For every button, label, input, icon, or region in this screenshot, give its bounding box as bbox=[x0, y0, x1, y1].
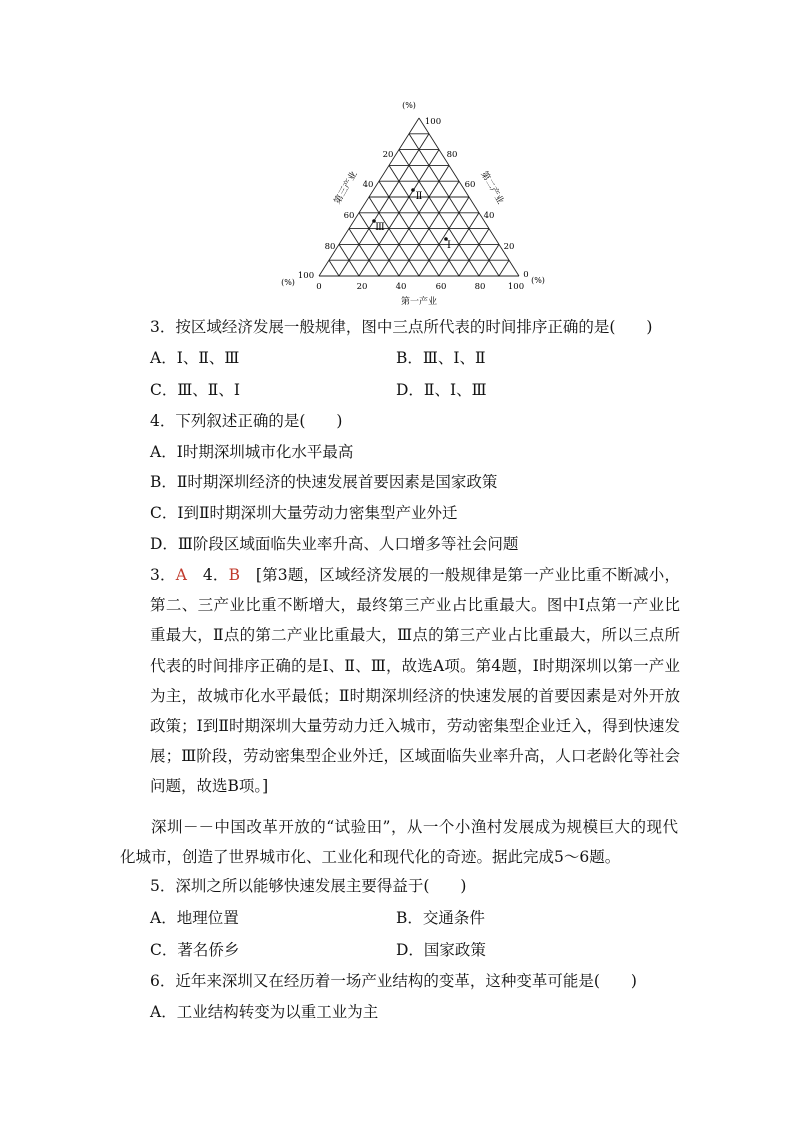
passage-intro: 深圳－－中国改革开放的“试验田”，从一个小渔村发展成为规模巨大的现代化城市，创造了世界城市化、工业化和现代化的奇迹。据此完成5～6题。 bbox=[120, 818, 678, 867]
point-label-i: Ⅰ bbox=[447, 240, 451, 251]
question-5-option-b: B．交通条件 bbox=[396, 909, 485, 927]
left-tick-label: 80 bbox=[324, 242, 336, 252]
question-4-option-c: C．Ⅰ到Ⅱ时期深圳大量劳动力密集型产业外迁 bbox=[150, 504, 458, 522]
bottom-tick-label: 60 bbox=[435, 282, 447, 292]
bottom-tick-label: 40 bbox=[395, 282, 407, 292]
left-tick-label: 100 bbox=[297, 271, 315, 281]
right-unit: (%) bbox=[531, 276, 545, 285]
answer-4-choice: B bbox=[228, 566, 240, 584]
bottom-tick-label: 100 bbox=[507, 282, 525, 292]
point-marker bbox=[411, 188, 415, 192]
grid-line bbox=[369, 197, 419, 276]
question-3-option-c: C．Ⅲ、Ⅱ、Ⅰ bbox=[150, 381, 240, 399]
grid-line bbox=[329, 260, 339, 276]
top-apex-label: 100 bbox=[424, 117, 442, 127]
grid-line bbox=[379, 165, 449, 276]
point-label-iii: Ⅲ bbox=[375, 222, 385, 233]
left-tick-label: 20 bbox=[382, 150, 394, 160]
right-tick-label: 0 bbox=[523, 270, 529, 280]
bottom-tick-label: 20 bbox=[356, 282, 368, 292]
point-label-ii: Ⅱ bbox=[415, 191, 423, 202]
question-3-stem: 3．按区域经济发展一般规律，图中三点所代表的时间排序正确的是( ) bbox=[150, 318, 653, 336]
answer-3-choice: A bbox=[175, 566, 187, 584]
question-5-option-d: D．国家政策 bbox=[396, 941, 486, 959]
question-4-option-b: B．Ⅱ时期深圳经济的快速发展首要因素是国家政策 bbox=[150, 473, 498, 491]
question-3-option-b: B．Ⅲ、Ⅰ、Ⅱ bbox=[396, 349, 486, 367]
right-tick-label: 80 bbox=[446, 150, 458, 160]
bottom-tick-label: 80 bbox=[474, 282, 486, 292]
left-tick-label: 40 bbox=[362, 180, 374, 190]
question-4-option-d: D．Ⅲ阶段区域面临失业率升高、人口增多等社会问题 bbox=[150, 535, 519, 553]
left-axis-title: 第三产业 bbox=[332, 169, 360, 207]
question-6-option-a: A．工业结构转变为以重工业为主 bbox=[150, 1003, 379, 1021]
question-3-option-a: A．Ⅰ、Ⅱ、Ⅲ bbox=[150, 349, 240, 367]
left-tick-label: 60 bbox=[343, 211, 355, 221]
right-tick-label: 40 bbox=[483, 211, 495, 221]
grid-line bbox=[389, 165, 459, 276]
right-axis-title: 第二产业 bbox=[478, 169, 506, 207]
bottom-tick-label: 0 bbox=[316, 282, 322, 292]
question-5-option-c: C．著名侨乡 bbox=[150, 941, 240, 959]
left-unit: (%) bbox=[281, 278, 295, 287]
question-6-stem: 6．近年来深圳又在经历着一场产业结构的变革，这种变革可能是( ) bbox=[150, 972, 637, 990]
bottom-axis-title: 第一产业 bbox=[400, 297, 438, 307]
ternary-diagram bbox=[276, 96, 556, 308]
right-tick-label: 60 bbox=[464, 180, 476, 190]
answer-4-number: 4． bbox=[202, 566, 229, 584]
answer-explanation bbox=[150, 560, 680, 802]
question-4-stem: 4．下列叙述正确的是( ) bbox=[150, 412, 343, 430]
grid-line bbox=[419, 197, 469, 276]
question-3-option-d: D．Ⅱ、Ⅰ、Ⅲ bbox=[396, 381, 487, 399]
top-unit: (%) bbox=[402, 101, 416, 110]
question-4-option-a: A．Ⅰ时期深圳城市化水平最高 bbox=[150, 443, 354, 461]
question-5-stem: 5．深圳之所以能够快速发展主要得益于( ) bbox=[150, 877, 467, 895]
right-tick-label: 20 bbox=[503, 242, 515, 252]
question-5-option-a: A．地理位置 bbox=[150, 909, 239, 927]
explanation-text: [第3题，区域经济发展的一般规律是第一产业比重不断减小，第二、三产业比重不断增大，最终第三产业占比重最大。图中Ⅰ点第一产业比重最大，Ⅱ点的第二产业比重最大，Ⅲ点的第三产业占比重最大，所以三点所代表的时间排序正确的是Ⅰ、Ⅱ、Ⅲ，故选A项。第4题，Ⅰ时期深圳以第一产业为主，故城市化水平最低；Ⅱ时期深圳经济的快速发展的首要因素是对外开放政策；Ⅰ到Ⅱ时期深圳大量劳动力迁入城市，劳动密集型企业迁入，得到快速发展；Ⅲ阶段，劳动密集型企业外迁，区域面临失业率升高，人口老龄化等社会问题，故选B项。] bbox=[150, 566, 680, 796]
grid-line bbox=[499, 260, 509, 276]
answer-3-number: 3． bbox=[150, 566, 176, 584]
